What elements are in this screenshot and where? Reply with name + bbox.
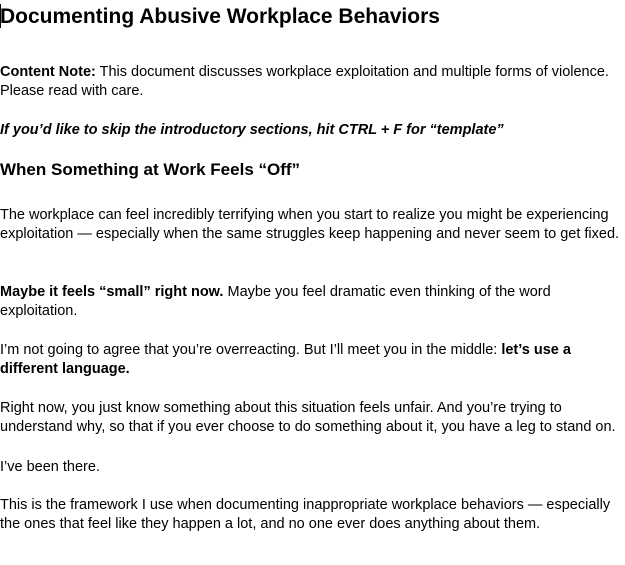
paragraph-6: This is the framework I use when documenting inappropriate workplace behaviors — especially the ones that feel like they happen a lot, and no one ever does anything about them. <box>0 497 611 533</box>
content-note-text: This document discusses workplace exploitation and multiple forms of violence. Please read with care. <box>0 64 609 100</box>
section-heading: When Something at Work Feels “Off” <box>0 160 301 179</box>
paragraph-3-text: I’m not going to agree that you’re overreacting. But I’ll meet you in the middle: <box>0 342 502 358</box>
paragraph-5: I’ve been there. <box>0 459 100 475</box>
paragraph-2-text: Maybe you feel dramatic even thinking of the word exploitation. <box>0 284 551 320</box>
paragraph-1: The workplace can feel incredibly terrifying when you start to realize you might be experiencing exploitation — especially when the same struggles keep happening and never seem to get fixed. <box>0 207 620 243</box>
paragraph-3 <box>0 341 625 379</box>
paragraph-4: Right now, you just know something about this situation feels unfair. And you’re trying to understand why, so that if you ever choose to do something about it, you have a leg to stand on. <box>0 400 616 436</box>
document-title: Documenting Abusive Workplace Behaviors <box>0 5 440 28</box>
content-note-paragraph <box>0 63 625 101</box>
paragraph-3-bold: let’s use a different language. <box>0 342 571 378</box>
content-note-label: Content Note: <box>0 64 96 80</box>
paragraph-2-bold: Maybe it feels “small” right now. <box>0 284 224 300</box>
paragraph-2 <box>0 283 625 321</box>
skip-note: If you’d like to skip the introductory sections, hit CTRL + F for “template” <box>0 122 504 138</box>
